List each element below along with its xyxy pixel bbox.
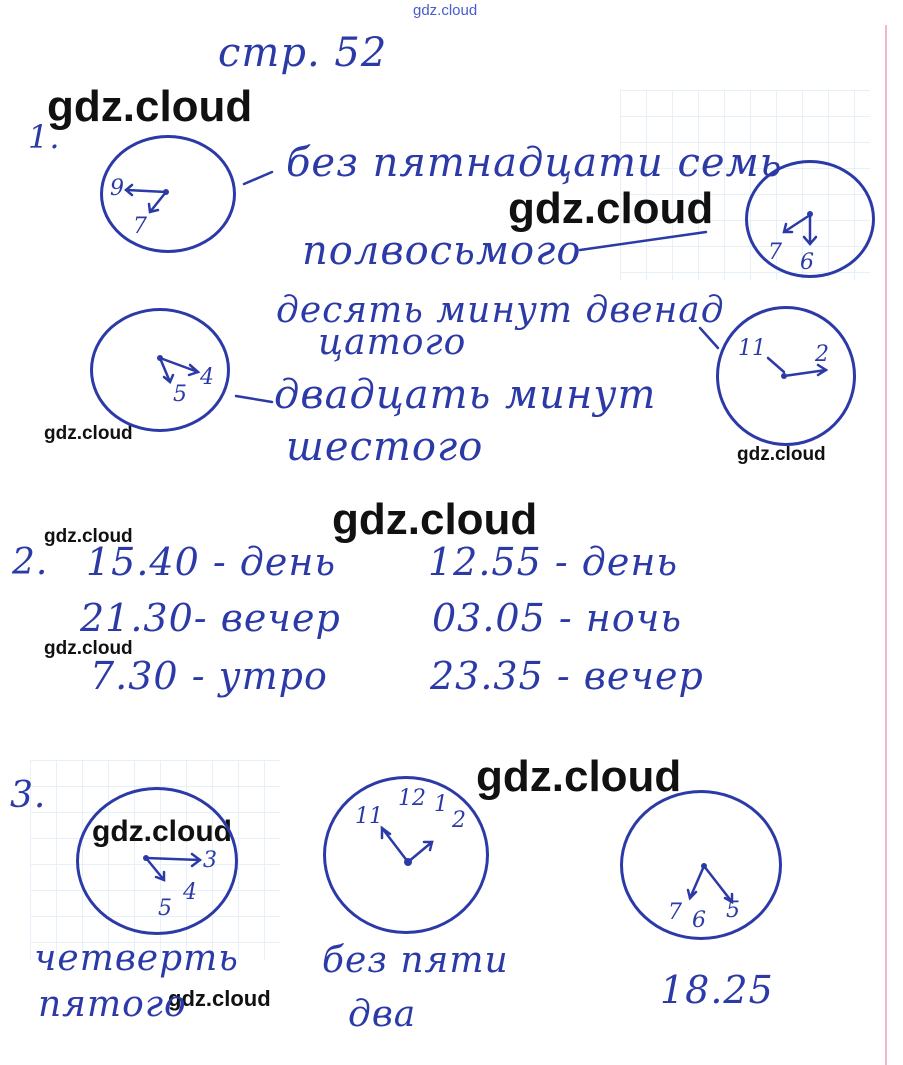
clock-hand xyxy=(126,190,166,192)
caption: пятого xyxy=(38,984,187,1025)
clock-number: 4 xyxy=(183,880,197,905)
clock-number: 9 xyxy=(110,176,124,201)
clock-number: 2 xyxy=(815,342,829,367)
watermark: gdz.cloud xyxy=(413,2,478,19)
time-entry: 21.30- вечер xyxy=(80,596,341,640)
clock-number: 6 xyxy=(692,908,706,933)
clock-number: 3 xyxy=(203,848,217,873)
clock-number: 7 xyxy=(768,240,782,265)
watermark: gdz.cloud xyxy=(332,495,538,544)
watermark: gdz.cloud xyxy=(508,184,714,233)
clock-number: 1 xyxy=(434,792,448,817)
answer-line: цатого xyxy=(318,322,467,363)
time-entry: 03.05 - ночь xyxy=(432,596,683,640)
caption: четверть xyxy=(34,938,239,979)
watermark: gdz.cloud xyxy=(476,752,682,801)
watermark: gdz.cloud xyxy=(44,638,133,659)
time-entry: 7.30 - утро xyxy=(90,654,328,698)
caption: два xyxy=(348,994,417,1035)
task2-number: 2. xyxy=(12,542,49,583)
watermark: gdz.cloud xyxy=(92,815,232,848)
clock-number: 7 xyxy=(133,214,147,239)
answer-line: десять минут двенад xyxy=(276,290,725,331)
answer-line: полвосьмого xyxy=(302,228,582,274)
watermark: gdz.cloud xyxy=(44,526,133,547)
clock-number: 5 xyxy=(726,898,740,923)
answer-line: двадцать минут xyxy=(274,372,657,418)
watermark: gdz.cloud xyxy=(168,986,271,1011)
clock-number: 6 xyxy=(800,250,814,275)
task3-number: 3. xyxy=(10,775,47,816)
clock-number: 11 xyxy=(738,336,766,361)
clock-number: 5 xyxy=(173,382,187,407)
time-entry: 15.40 - день xyxy=(86,540,337,584)
clock-number: 7 xyxy=(668,900,682,925)
caption: без пяти xyxy=(322,940,509,981)
clock-number: 12 xyxy=(398,786,426,811)
clock-number: 5 xyxy=(158,896,172,921)
watermark: gdz.cloud xyxy=(44,423,133,444)
watermark: gdz.cloud xyxy=(47,82,253,131)
task1-number: 1. xyxy=(28,118,61,156)
clock-number: 2 xyxy=(452,808,466,833)
watermark: gdz.cloud xyxy=(737,444,826,465)
page-label: стр. 52 xyxy=(218,30,388,76)
clock-number: 11 xyxy=(355,804,383,829)
answer-line: без пятнадцати семь xyxy=(286,140,783,186)
answer-line: шестого xyxy=(286,424,484,470)
time-entry: 12.55 - день xyxy=(428,540,679,584)
time-entry: 23.35 - вечер xyxy=(430,654,704,698)
caption: 18.25 xyxy=(660,968,774,1012)
clock-number: 4 xyxy=(200,365,214,390)
